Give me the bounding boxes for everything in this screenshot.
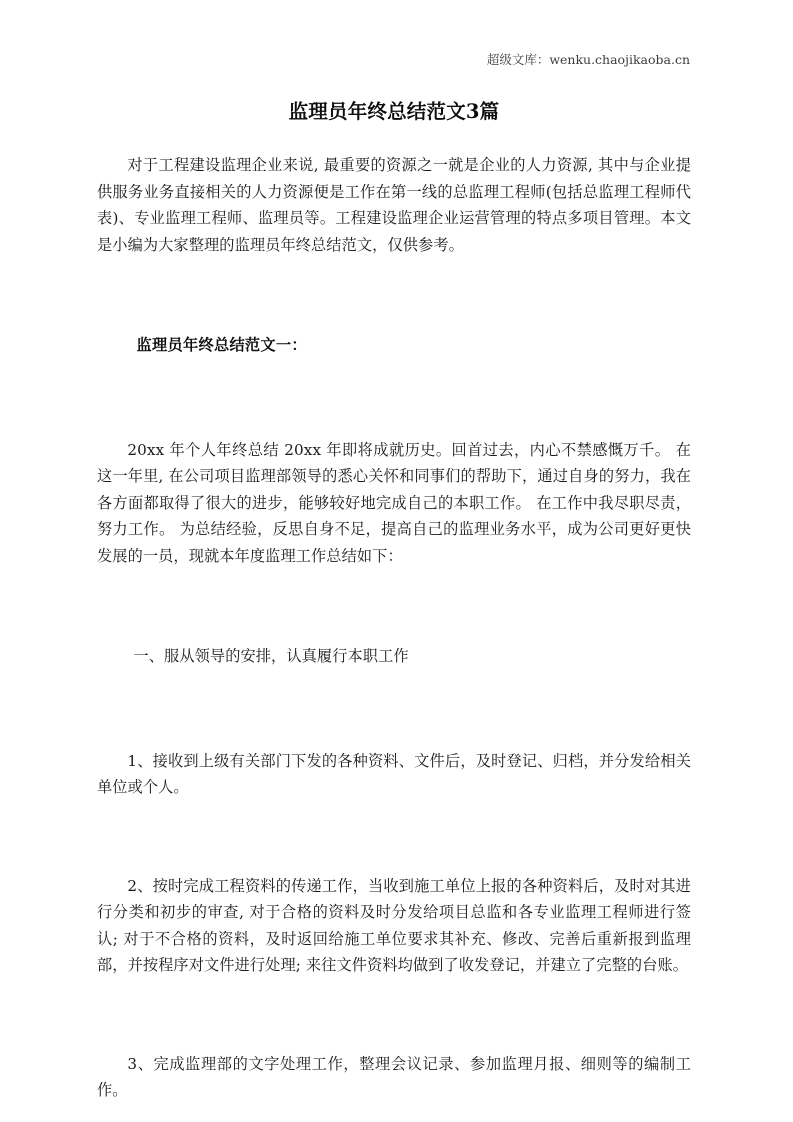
spacer bbox=[97, 979, 691, 1051]
page-title: 监理员年终总结范文3篇 bbox=[288, 100, 500, 123]
subheading-one: 一、服从领导的安排，认真履行本职工作 bbox=[133, 647, 409, 665]
source-watermark: 超级文库：wenku.chaojikaoba.cn bbox=[486, 52, 690, 67]
list-item-2: 2、按时完成工程资料的传递工作，当收到施工单位上报的各种资料后，及时对其进行分类和初步的审查, 对于合格的资料及时分发给项目总监和各专业监理工程师进行签认; 对于不合格的资料，及时返回给施工单位要求其补充、修改、完善后重新报到监理部，并按程序对文件进行处理; 来往文件资料均做到了收发登记，并建立了完整的台账。 bbox=[97, 876, 691, 974]
list-item-1: 1、接收到上级有关部门下发的各种资料、文件后，及时登记、归档，并分发给相关单位或个人。 bbox=[97, 751, 691, 796]
spacer bbox=[97, 258, 691, 332]
spacer bbox=[97, 569, 691, 643]
section-heading-one: 监理员年终总结范文一： bbox=[136, 336, 307, 354]
spacer bbox=[97, 126, 691, 152]
spacer bbox=[97, 670, 691, 748]
list-item-3: 3、完成监理部的文字处理工作，整理会议记录、参加监理月报、细则等的编制工作。 bbox=[97, 1054, 691, 1099]
document-content bbox=[97, 0, 691, 1104]
spacer bbox=[97, 359, 691, 437]
intro-paragraph: 对于工程建设监理企业来说, 最重要的资源之一就是企业的人力资源, 其中与企业提供服务业务直接相关的人力资源便是工作在第一线的总监理工程师(包括总监理工程师代表)、专业监理工程师、监理员等。工程建设监理企业运营管理的特点多项目管理。本文是小编为大家整理的监理员年终总结范文，仅供参考。 bbox=[97, 156, 691, 254]
spacer bbox=[97, 801, 691, 873]
body-paragraph: 20xx 年个人年终总结 20xx 年即将成就历史。回首过去，内心不禁感慨万千。 在这一年里, 在公司项目监理部领导的悉心关怀和同事们的帮助下，通过自身的努力，我在各方面都取得了很大的进步，能够较好地完成自己的本职工作。 在工作中我尽职尽责，努力工作。 为总结经验，反思自身不足，提高自己的监理业务水平，成为公司更好更快发展的一员，现就本年度监理工作总结如下： bbox=[97, 440, 691, 565]
